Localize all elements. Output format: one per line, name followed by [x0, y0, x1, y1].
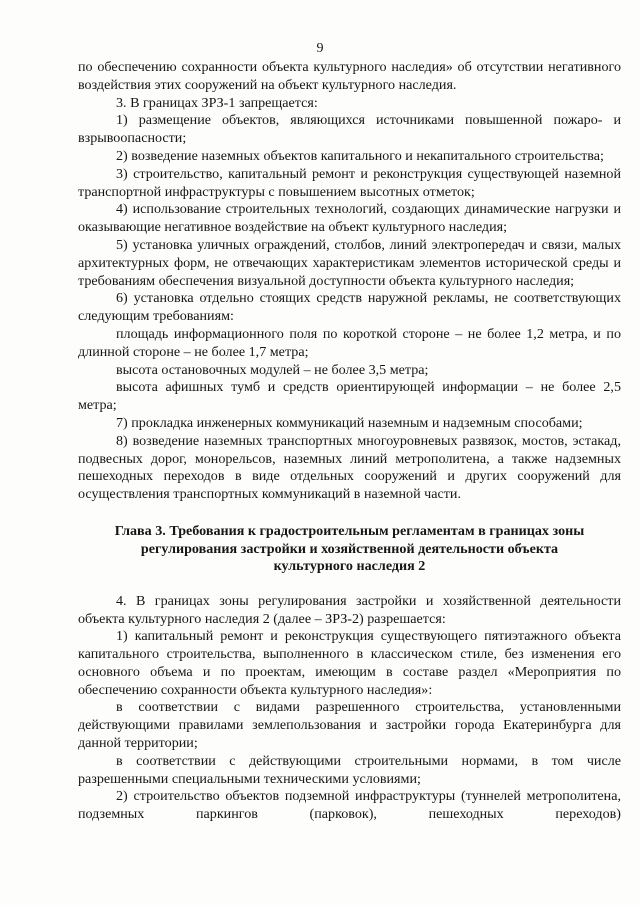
list-item: 4) использование строительных технологий, создающих динамические нагрузки и оказывающие негативное воздействие на объект культурного наследия;	[78, 201, 621, 236]
list-item: 8) возведение наземных транспортных многоуровневых развязок, мостов, эстакад, подвесных дорог, монорельсов, наземных линий метрополитена, а также надземных пешеходных переходов в виде отдельных сооружений и других сооружений для осуществления транспортных коммуникаций в наземной части.	[78, 432, 621, 503]
list-item: 3) строительство, капитальный ремонт и реконструкция существующей наземной транспортной инфраструктуры с повышением высотных отметок;	[78, 165, 621, 200]
list-subitem: высота остановочных модулей – не более 3,5 метра;	[116, 361, 429, 378]
chapter-heading-line: культурного наследия 2	[273, 558, 426, 575]
list-item: 1) размещение объектов, являющихся источниками повышенной пожаро- и взрывоопасности;	[78, 112, 621, 147]
paragraph: 4. В границах зоны регулирования застройки и хозяйственной деятельности объекта культурного наследия 2 (далее – ЗРЗ-2) разрешается:	[78, 592, 621, 627]
list-item: 2) строительство объектов подземной инфраструктуры (туннелей метрополитена, подземных паркингов (парковок), пешеходных переходов)	[78, 788, 621, 823]
chapter-heading-line: регулирования застройки и хозяйственной деятельности объекта	[140, 540, 559, 557]
list-item: 2) возведение наземных объектов капитального и некапитального строительства;	[116, 147, 604, 164]
list-item: 1) капитальный ремонт и реконструкция существующего пятиэтажного объекта капитального строительства, выполненного в классическом стиле, без изменения его основного объема и по проектам, имеющим в составе раздел «Мероприятия по обеспечению сохранности объекта культурного наследия»:	[78, 628, 621, 698]
list-subitem: в соответствии с действующими строительными нормами, в том числе разрешенными специальными техническими условиями;	[78, 752, 621, 787]
list-item: 5) установка уличных ограждений, столбов, линий электропередач и связи, малых архитектурных форм, не отвечающих характеристикам элементов исторической среды и требованиям обеспечения визуальной доступности объекта культурного наследия;	[78, 236, 621, 289]
page-number: 9	[316, 41, 324, 56]
paragraph: 3. В границах ЗРЗ-1 запрещается:	[116, 94, 318, 111]
list-subitem: в соответствии с видами разрешенного строительства, установленными действующими правилами землепользования и застройки города Екатеринбурга для данной территории;	[78, 699, 621, 752]
chapter-heading	[78, 523, 621, 576]
paragraph: по обеспечению сохранности объекта культурного наследия» об отсутствии негативного воздействия этих сооружений на объект культурного наследия.	[78, 59, 621, 93]
chapter-heading-line: Глава 3. Требования к градостроительным регламентам в границах зоны	[114, 522, 585, 539]
list-item: 6) установка отдельно стоящих средств наружной рекламы, не соответствующих следующим требованиям:	[78, 290, 621, 325]
list-item: 7) прокладка инженерных коммуникаций наземным и надземным способами;	[116, 414, 583, 431]
list-subitem: высота афишных тумб и средств ориентирующей информации – не более 2,5 метра;	[78, 379, 621, 414]
document-body	[78, 59, 621, 824]
list-subitem: площадь информационного поля по короткой стороне – не более 1,2 метра, и по длинной стороне – не более 1,7 метра;	[78, 325, 621, 360]
